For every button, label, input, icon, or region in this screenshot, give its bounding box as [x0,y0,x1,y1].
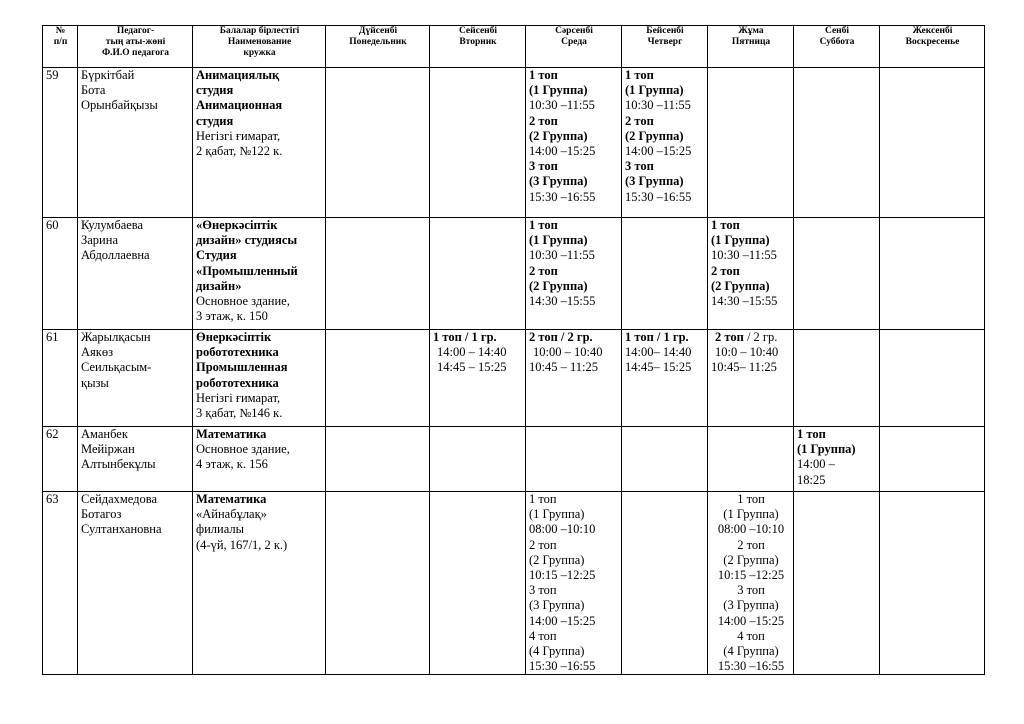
table-row [43,330,985,427]
friday-cell: 1 топ (1 Группа) 08:00 –10:10 2 топ (2 Группа) 10:15 –12:25 3 топ (3 Группа) 14:00 –15:25 4 топ (4 Группа) 15:30 –16:55 [708,492,794,675]
tuesday-cell: 1 топ / 1 гр. 14:00 – 14:40 14:45 – 15:25 [430,330,526,427]
teacher-name: Бүркітбай Бота Орынбайқызы [78,68,193,218]
header-row [43,26,985,68]
circle-name: Математика «Айнабұлақ» филиалы (4-үй, 167/1, 2 к.) [193,492,326,675]
circle-name: Анимациялық студия Анимационная студия Негізгі ғимарат, 2 қабат, №122 к. [193,68,326,218]
sunday-cell [880,218,985,330]
table-row [43,427,985,492]
header-monday: Дүйсенбі Понедельник [326,26,430,68]
row-number: 61 [43,330,78,427]
row-number: 59 [43,68,78,218]
row-number: 63 [43,492,78,675]
sunday-cell [880,68,985,218]
friday-cell: 1 топ (1 Группа) 10:30 –11:55 2 топ (2 Группа) 14:30 –15:55 [708,218,794,330]
wednesday-cell: 1 топ (1 Группа) 10:30 –11:55 2 топ (2 Группа) 14:30 –15:55 [526,218,622,330]
sunday-cell [880,427,985,492]
monday-cell [326,218,430,330]
monday-cell [326,68,430,218]
header-wednesday: Сәрсенбі Среда [526,26,622,68]
header-tuesday: Сейсенбі Вторник [430,26,526,68]
teacher-name: Кулумбаева Зарина Абдоллаевна [78,218,193,330]
row-number: 62 [43,427,78,492]
header-num: № п/п [43,26,78,68]
table-row [43,218,985,330]
header-friday: Жұма Пятница [708,26,794,68]
thursday-cell [622,427,708,492]
circle-name: Өнеркәсіптік робототехника Промышленная робототехника Негізгі ғимарат, 3 қабат, №146 к. [193,330,326,427]
teacher-name: Аманбек Мейіржан Алтынбекұлы [78,427,193,492]
sunday-cell [880,492,985,675]
tuesday-cell [430,68,526,218]
header-thursday: Бейсенбі Четверг [622,26,708,68]
saturday-cell: 1 топ (1 Группа) 14:00 – 18:25 [794,427,880,492]
friday-cell [708,68,794,218]
saturday-cell [794,68,880,218]
tuesday-cell [430,492,526,675]
friday-cell [708,427,794,492]
tuesday-cell [430,218,526,330]
header-teacher: Педагог- тың аты-жөні Ф.И.О педагога [78,26,193,68]
header-circle: Балалар бірлестігі Наименование кружка [193,26,326,68]
thursday-cell: 1 топ (1 Группа) 10:30 –11:55 2 топ (2 Группа) 14:00 –15:25 3 топ (3 Группа) 15:30 –16:55 [622,68,708,218]
table-row [43,68,985,218]
header-sunday: Жексенбі Воскресенье [880,26,985,68]
thursday-cell [622,492,708,675]
sunday-cell [880,330,985,427]
teacher-name: Сейдахмедова Ботагоз Султанхановна [78,492,193,675]
monday-cell [326,330,430,427]
schedule-table [42,25,985,675]
circle-name: «Өнеркәсіптік дизайн» студиясы Студия «Промышленный дизайн» Основное здание, 3 этаж, к. 150 [193,218,326,330]
saturday-cell [794,330,880,427]
saturday-cell [794,492,880,675]
wednesday-cell: 1 топ (1 Группа) 08:00 –10:10 2 топ (2 Группа) 10:15 –12:25 3 топ (3 Группа) 14:00 –15:25 4 топ (4 Группа) 15:30 –16:55 [526,492,622,675]
teacher-name: Жарылқасын Аякөз Сеильқасым- қызы [78,330,193,427]
tuesday-cell [430,427,526,492]
thursday-cell [622,218,708,330]
saturday-cell [794,218,880,330]
wednesday-cell: 1 топ (1 Группа) 10:30 –11:55 2 топ (2 Группа) 14:00 –15:25 3 топ (3 Группа) 15:30 –16:55 [526,68,622,218]
header-saturday: Сенбі Суббота [794,26,880,68]
row-number: 60 [43,218,78,330]
monday-cell [326,492,430,675]
wednesday-cell [526,427,622,492]
thursday-cell: 1 топ / 1 гр. 14:00– 14:40 14:45– 15:25 [622,330,708,427]
table-row [43,492,985,675]
monday-cell [326,427,430,492]
circle-name: Математика Основное здание, 4 этаж, к. 156 [193,427,326,492]
friday-cell: 2 топ / 2 гр. 10:0 – 10:40 10:45– 11:25 [708,330,794,427]
wednesday-cell: 2 топ / 2 гр. 10:00 – 10:40 10:45 – 11:25 [526,330,622,427]
